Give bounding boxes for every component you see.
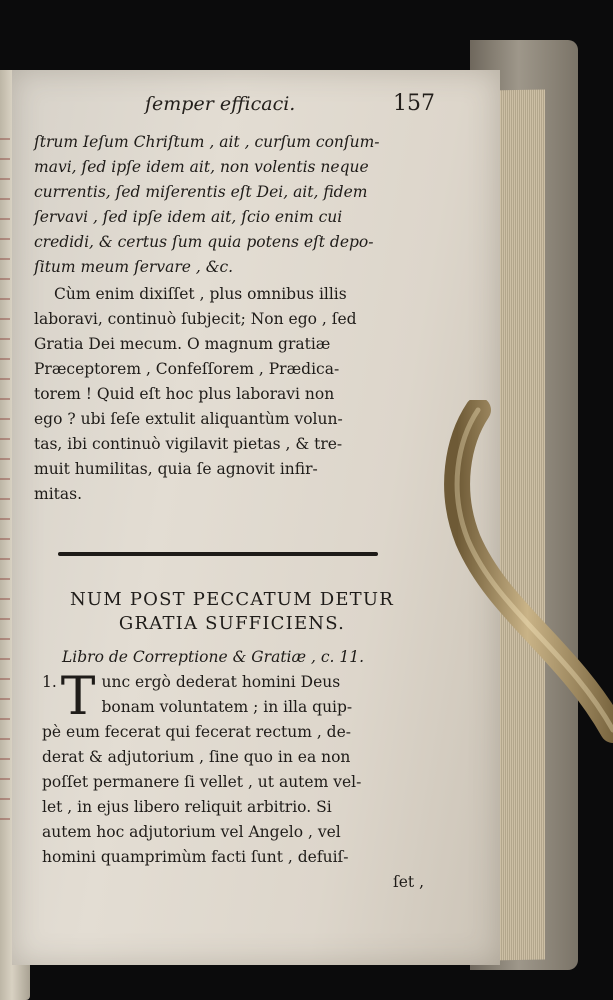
- paragraph-2: [34, 282, 424, 507]
- text-line: mitas.: [34, 485, 83, 503]
- text-line: muit humilitas, quia ſe agnovit infir-: [34, 460, 318, 478]
- drop-cap-block: [42, 670, 424, 720]
- text-line: ſtrum Ieſum Chriſtum , ait , curſum conſum-: [34, 133, 380, 151]
- text-line: tas, ibi continuò vigilavit pietas , & tre-: [34, 435, 343, 453]
- text-line: currentis, ſed miſerentis eſt Dei, ait, fidem: [34, 183, 368, 201]
- text-line: autem hoc adjutorium vel Angelo , vel: [42, 823, 341, 841]
- text-line: ſervavi , ſed ipſe idem ait, ſcio enim cui: [34, 208, 343, 226]
- paragraph-number: 1.: [42, 673, 57, 691]
- text-line: torem ! Quid eſt hoc plus laboravi non: [34, 385, 335, 403]
- text-line: Gratia Dei mecum. O magnum gratiæ: [34, 335, 331, 353]
- drop-cap: T: [60, 670, 96, 720]
- text-line: Cùm enim dixiſſet , plus omnibus illis: [54, 285, 347, 303]
- text-line: credidi, & certus ſum quia potens eſt depo-: [34, 233, 374, 251]
- catchword: ſet ,: [393, 873, 424, 891]
- text-line: bonam voluntatem ; in illa quip-: [101, 698, 353, 716]
- text-line: mavi, ſed ipſe idem ait, non volentis neque: [34, 158, 369, 176]
- text-line: unc ergò dederat homini Deus: [101, 673, 341, 691]
- text-line: homini quamprimùm facti ſunt , defuiſ-: [42, 848, 349, 866]
- section-title-line: NUM POST PECCATUM DETUR: [69, 589, 395, 610]
- section-title: [42, 588, 422, 636]
- text-line: derat & adjutorium , ſine quo in ea non: [42, 748, 351, 766]
- source-reference: Libro de Correptione & Gratiæ , c. 11.: [62, 648, 365, 666]
- brass-bookmark-hook: [438, 400, 613, 780]
- text-line: ſitum meum ſervare , &c.: [34, 258, 234, 276]
- paragraph-3: [42, 645, 424, 895]
- text-line: ego ? ubi ſeſe extulit aliquantùm volun-: [34, 410, 343, 428]
- section-title-line: GRATIA SUFFICIENS.: [118, 613, 346, 634]
- facing-page-red-ink: [0, 120, 10, 820]
- section-divider: [58, 552, 378, 556]
- page-header: [145, 93, 435, 123]
- paragraph-1: [34, 130, 424, 280]
- open-book: [0, 30, 613, 985]
- page-number: 157: [393, 91, 435, 116]
- running-head: ſemper efficaci.: [145, 93, 296, 115]
- text-line: let , in ejus libero reliquit arbitrio. Si: [42, 798, 332, 816]
- text-line: Præceptorem , Confeſſorem , Prædica-: [34, 360, 340, 378]
- text-line: pè eum fecerat qui fecerat rectum , de-: [42, 723, 352, 741]
- text-line: poſſet permanere ſi vellet , ut autem vel-: [42, 773, 362, 791]
- text-line: laboravi, continuò ſubjecit; Non ego , ſed: [34, 310, 357, 328]
